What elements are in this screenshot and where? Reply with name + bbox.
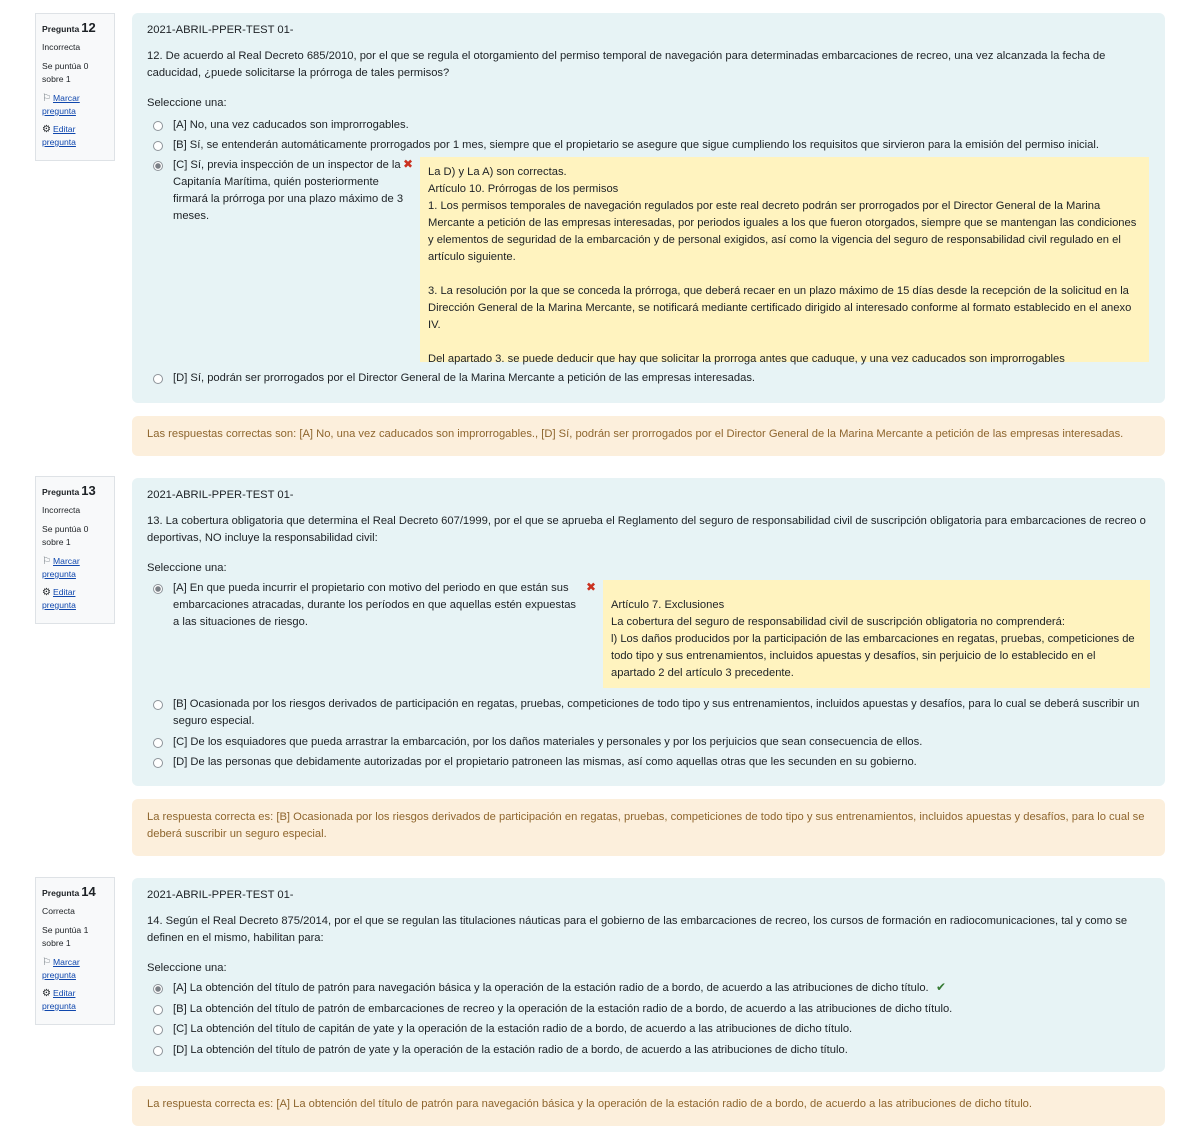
flag-question-link[interactable]: ⚐ Marcar pregunta — [42, 957, 80, 980]
option-label[interactable]: [A] En que pueda incurrir el propietario con motivo del periodo en que están sus embarcaciones atracadas, durante los períodos en que aquellas estén expuestas a las situaciones de riesgo. — [173, 582, 577, 628]
flag-question-link[interactable]: ⚐ Marcar pregunta — [42, 556, 80, 579]
answer-prompt: Seleccione una: — [147, 97, 227, 109]
gear-icon: ⚙ — [42, 587, 51, 598]
question-info — [35, 13, 115, 161]
option-label[interactable]: [C] Sí, previa inspección de un inspector de la Capitanía Marítima, quién posteriormente firmará la prórroga por una plazo máximo de 3 meses. — [173, 159, 404, 222]
option-label[interactable]: [D] La obtención del título de patrón de yate y la operación de la estación radio de a bordo, de acuerdo a las atribuciones de dicho título. — [173, 1044, 848, 1056]
question-text: 13. La cobertura obligatoria que determina el Real Decreto 607/1999, por el que se aprueba el Reglamento del seguro de responsabilidad civil de suscripción obligatoria para embarcaciones de recreo o deportivas, NO incluye la responsabilidad civil: — [147, 515, 1146, 544]
flag-icon: ⚐ — [42, 556, 51, 567]
question-number: Pregunta 14 — [42, 884, 96, 899]
option-feedback: Artículo 7. Exclusiones La cobertura del seguro de responsabilidad civil de suscripción obligatoria no comprenderá: l) Los daños producidos por la participación de las embarcaciones en regatas, pruebas, competiciones de todo tipo y sus entrenamientos, incluidos apuestas y desafíos, sin perjuicio de lo establecido en el apartado 2 del artículo 3 precedente. — [603, 580, 1150, 688]
option-radio[interactable] — [153, 758, 163, 768]
answer-option[interactable] — [147, 980, 1147, 998]
option-feedback: La D) y La A) son correctas. Artículo 10. Prórrogas de los permisos 1. Los permisos temporales de navegación regulados por este real decreto podrán ser prorrogados por el Director General de la Marina Mercante a petición de las empresas interesadas, por periodos iguales a los que fueron otorgados, siempre que se mantengan las condiciones y elementos de seguridad de la embarcación y de personal exigidos, así como la vigencia del seguro de responsabilidad civil regulado en el artículo siguiente. 3. La resolución por la que se conceda la prórroga, que deberá recaer en un plazo máximo de 15 días desde la recepción de la solicitud en la Dirección General de la Marina Mercante, se notificará mediante certificado dirigido al interesado conforme al formato establecido en el anexo IV. Del apartado 3. se puede deducir que hay que solicitar la prorroga antes que caduque, y una vez caducados son improrrogables — [420, 157, 1149, 362]
edit-question-link[interactable]: ⚙ Editar pregunta — [42, 988, 76, 1011]
answer-option[interactable] — [147, 696, 1147, 732]
edit-question-link[interactable]: ⚙ Editar pregunta — [42, 587, 76, 610]
right-answer: La respuesta correcta es: [B] Ocasionada por los riesgos derivados de participación en regatas, pruebas, competiciones de todo tipo y sus entrenamientos, incluidos apuestas y desafíos, para lo cual se deberá suscribir un seguro especial. — [132, 799, 1165, 856]
answer-option[interactable] — [147, 754, 1147, 772]
answer-option[interactable] — [147, 734, 1147, 752]
option-label[interactable]: [D] Sí, podrán ser prorrogados por el Director General de la Marina Mercante a petición de las empresas interesadas. — [173, 372, 756, 384]
option-label[interactable]: [A] No, una vez caducados son improrrogables. — [173, 119, 409, 131]
test-id: 2021-ABRIL-PPER-TEST 01- — [147, 24, 294, 36]
question-state: Incorrecta — [42, 505, 81, 515]
option-radio[interactable] — [153, 1046, 163, 1056]
option-label[interactable]: [B] La obtención del título de patrón de embarcaciones de recreo y la operación de la estación radio de a bordo, de acuerdo a las atribuciones de dicho título. — [173, 1003, 953, 1015]
cross-icon: ✖ — [403, 157, 414, 171]
answer-prompt: Seleccione una: — [147, 562, 227, 574]
question-state: Correcta — [42, 906, 75, 916]
option-radio[interactable] — [153, 1025, 163, 1035]
option-label[interactable]: [D] De las personas que debidamente autorizadas por el propietario patroneen las mismas, así como aquellas otras que les secunden en su gobierno. — [173, 756, 917, 768]
answer-prompt: Seleccione una: — [147, 962, 227, 974]
flag-question-link[interactable]: ⚐ Marcar pregunta — [42, 93, 80, 116]
answer-option[interactable] — [147, 137, 1147, 155]
option-radio[interactable] — [153, 121, 163, 131]
option-radio-selected[interactable] — [153, 161, 163, 171]
option-radio[interactable] — [153, 1005, 163, 1015]
question-state: Incorrecta — [42, 42, 81, 52]
option-label[interactable]: [C] La obtención del título de capitán de yate y la operación de la estación radio de a bordo, de acuerdo a las atribuciones de dicho título. — [173, 1023, 853, 1035]
test-id: 2021-ABRIL-PPER-TEST 01- — [147, 889, 294, 901]
flag-icon: ⚐ — [42, 93, 51, 104]
answer-option[interactable] — [147, 1021, 1147, 1039]
question-text: 14. Según el Real Decreto 875/2014, por el que se regulan las titulaciones náuticas para el gobierno de las embarcaciones de recreo, los cursos de formación en radiocomunicaciones, tal y como se definen en el mismo, habilitan para: — [147, 915, 1128, 944]
question-grade: Se puntúa 1 sobre 1 — [42, 925, 89, 948]
flag-icon: ⚐ — [42, 957, 51, 968]
option-label[interactable]: [A] La obtención del título de patrón para navegación básica y la operación de la estación radio de a bordo, de acuerdo a las atribuciones de dicho título. — [173, 982, 929, 994]
check-icon: ✔ — [936, 980, 947, 994]
right-answer: Las respuestas correctas son: [A] No, una vez caducados son improrrogables., [D] Sí, podrán ser prorrogados por el Director General de la Marina Mercante a petición de las empresas interesadas. — [132, 416, 1165, 456]
option-radio[interactable] — [153, 700, 163, 710]
question-text: 12. De acuerdo al Real Decreto 685/2010, por el que se regula el otorgamiento del permiso temporal de navegación para determinadas embarcaciones de recreo, una vez alcanzada la fecha de caducidad, ¿puede solicitarse la prórroga de tales permisos? — [147, 50, 1106, 79]
option-radio-selected[interactable] — [153, 984, 163, 994]
option-radio[interactable] — [153, 738, 163, 748]
cross-icon: ✖ — [586, 580, 597, 594]
right-answer: La respuesta correcta es: [A] La obtención del título de patrón para navegación básica y la operación de la estación radio de a bordo, de acuerdo a las atribuciones de dicho título. — [132, 1086, 1165, 1126]
option-label[interactable]: [B] Ocasionada por los riesgos derivados de participación en regatas, pruebas, competiciones de todo tipo y sus entrenamientos, incluidos apuestas y desafíos, para lo cual se deberá suscribir un seguro especial. — [173, 698, 1140, 727]
option-label[interactable]: [C] De los esquiadores que pueda arrastrar la embarcación, por los daños materiales y personales y por los perjuicios que sean consecuencia de ellos. — [173, 736, 923, 748]
gear-icon: ⚙ — [42, 124, 51, 135]
test-id: 2021-ABRIL-PPER-TEST 01- — [147, 489, 294, 501]
answer-option[interactable] — [147, 157, 407, 227]
option-radio-selected[interactable] — [153, 584, 163, 594]
question-number: Pregunta 12 — [42, 20, 96, 35]
question-info — [35, 476, 115, 624]
option-radio[interactable] — [153, 374, 163, 384]
answer-option[interactable] — [147, 1042, 1147, 1060]
answer-option[interactable] — [147, 117, 1147, 135]
question-info — [35, 877, 115, 1025]
question-grade: Se puntúa 0 sobre 1 — [42, 524, 89, 547]
option-radio[interactable] — [153, 141, 163, 151]
answer-option[interactable] — [147, 370, 1147, 388]
question-grade: Se puntúa 0 sobre 1 — [42, 61, 89, 84]
gear-icon: ⚙ — [42, 988, 51, 999]
option-label[interactable]: [B] Sí, se entenderán automáticamente prorrogados por 1 mes, siempre que el propietario se asegure que sigue cumpliendo los requisitos que sirvieron para la emisión del permiso inicial. — [173, 139, 1099, 151]
answer-option[interactable] — [147, 1001, 1147, 1019]
answer-option[interactable] — [147, 580, 587, 632]
edit-question-link[interactable]: ⚙ Editar pregunta — [42, 124, 76, 147]
question-number: Pregunta 13 — [42, 483, 96, 498]
